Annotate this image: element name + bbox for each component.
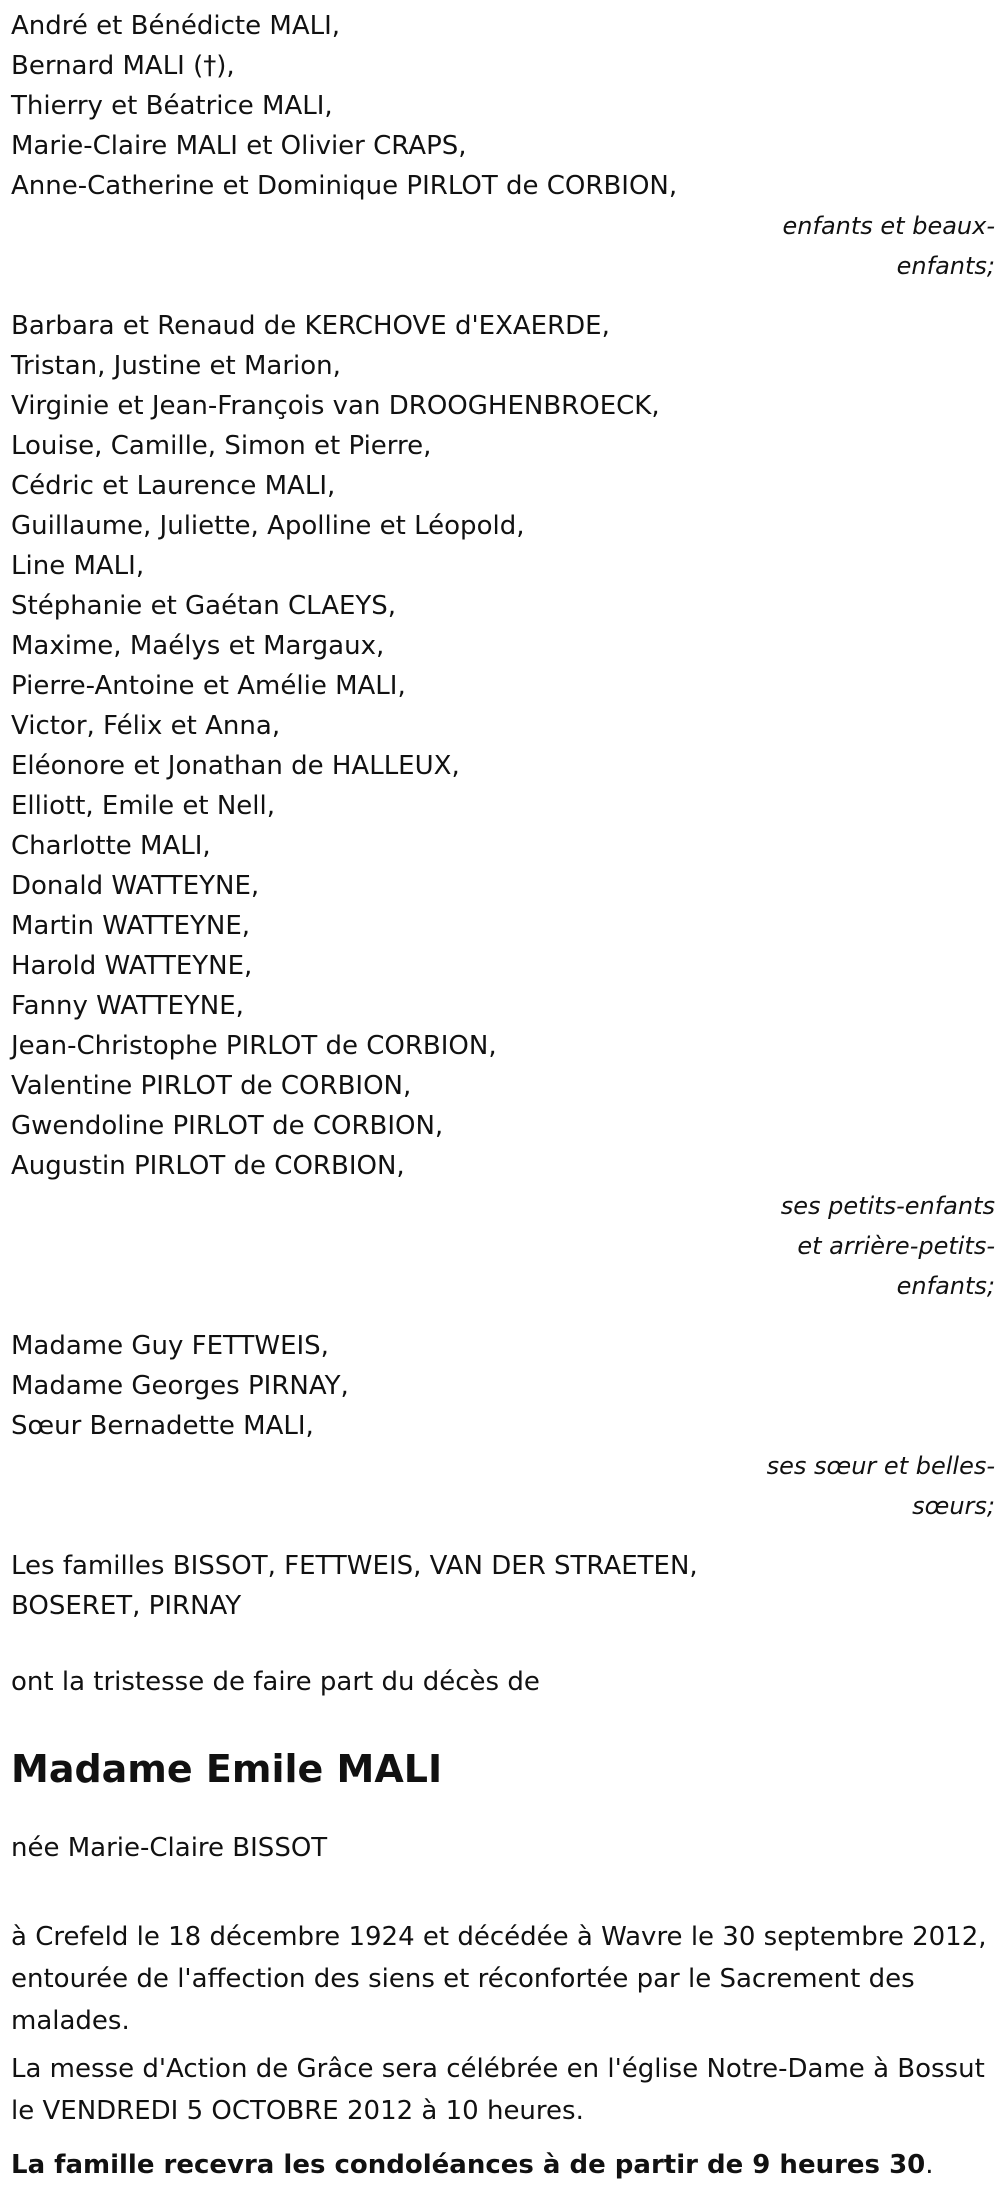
relation-label-line: et arrière-petits- (797, 1232, 995, 1260)
family-name-line: Elliott, Emile et Nell, (11, 791, 275, 821)
family-name-line: Guillaume, Juliette, Apolline et Léopold, (11, 511, 525, 541)
family-name-line: Cédric et Laurence MALI, (11, 471, 336, 501)
family-name-line: Madame Guy FETTWEIS, (11, 1331, 329, 1361)
relation-label-line: sœurs; (912, 1492, 995, 1520)
mass-paragraph: La messe d'Action de Grâce sera célébrée en l'église Notre-Dame à Bossut le VENDREDI 5 OCTOBRE 2012 à 10 heures. (11, 2054, 985, 2126)
family-name-line: Gwendoline PIRLOT de CORBION, (11, 1111, 444, 1141)
relation-label (11, 206, 995, 286)
birth-name: née Marie-Claire BISSOT (11, 1833, 328, 1863)
family-name-line: Victor, Félix et Anna, (11, 711, 281, 741)
grandchildren-group (11, 306, 1000, 1306)
condolences-text: La famille recevra les condoléances à de partir de 9 heures 30 (11, 2150, 926, 2180)
family-name-line: Tristan, Justine et Marion, (11, 351, 341, 381)
family-name-line: Sœur Bernadette MALI, (11, 1411, 314, 1441)
family-name-line: Martin WATTEYNE, (11, 911, 251, 941)
condolences-period: . (925, 2150, 934, 2180)
family-name-line: Augustin PIRLOT de CORBION, (11, 1151, 405, 1181)
children-group (11, 6, 1000, 286)
family-name-line: Charlotte MALI, (11, 831, 211, 861)
family-name-line: Bernard MALI (†), (11, 51, 235, 81)
family-name-line: Thierry et Béatrice MALI, (11, 91, 333, 121)
birth-death-paragraph: à Crefeld le 18 décembre 1924 et décédée à Wavre le 30 septembre 2012, entourée de l'affection des siens et réconfortée par le Sacrement des malades. (11, 1922, 987, 2036)
family-name-line: Madame Georges PIRNAY, (11, 1371, 349, 1401)
relation-label-line: enfants; (896, 252, 995, 280)
relation-label-line: ses sœur et belles- (766, 1452, 995, 1480)
relation-label-line: enfants et beaux- (782, 212, 995, 240)
family-name-line: Les familles BISSOT, FETTWEIS, VAN DER STRAETEN, (11, 1551, 698, 1581)
family-name-line: André et Bénédicte MALI, (11, 11, 341, 41)
family-name-line: Louise, Camille, Simon et Pierre, (11, 431, 432, 461)
relation-label-line: enfants; (896, 1272, 995, 1300)
family-name-line: Stéphanie et Gaétan CLAEYS, (11, 591, 397, 621)
family-name-line: Pierre-Antoine et Amélie MALI, (11, 671, 406, 701)
relation-label (11, 1446, 995, 1526)
family-name-line: Donald WATTEYNE, (11, 871, 260, 901)
deceased-name: Madame Emile MALI (11, 1747, 443, 1791)
sisters-group (11, 1326, 1000, 1526)
family-name-line: Barbara et Renaud de KERCHOVE d'EXAERDE, (11, 311, 610, 341)
family-name-line: Eléonore et Jonathan de HALLEUX, (11, 751, 460, 781)
family-name-line: Maxime, Maélys et Margaux, (11, 631, 385, 661)
family-name-line: Marie-Claire MALI et Olivier CRAPS, (11, 131, 467, 161)
condolences-paragraph (11, 2144, 995, 2186)
family-name-line: Virginie et Jean-François van DROOGHENBROECK, (11, 391, 660, 421)
family-name-line: Harold WATTEYNE, (11, 951, 253, 981)
family-name-line: Fanny WATTEYNE, (11, 991, 244, 1021)
family-name-line: Anne-Catherine et Dominique PIRLOT de CORBION, (11, 171, 678, 201)
family-name-line: Valentine PIRLOT de CORBION, (11, 1071, 412, 1101)
family-name-line: Line MALI, (11, 551, 145, 581)
relation-label-line: ses petits-enfants (780, 1192, 995, 1220)
family-name-line: Jean-Christophe PIRLOT de CORBION, (11, 1031, 497, 1061)
family-name-line: BOSERET, PIRNAY (11, 1591, 242, 1621)
families-group (11, 1546, 1000, 1626)
relation-label (11, 1186, 995, 1306)
announcement-intro: ont la tristesse de faire part du décès de (11, 1667, 540, 1697)
